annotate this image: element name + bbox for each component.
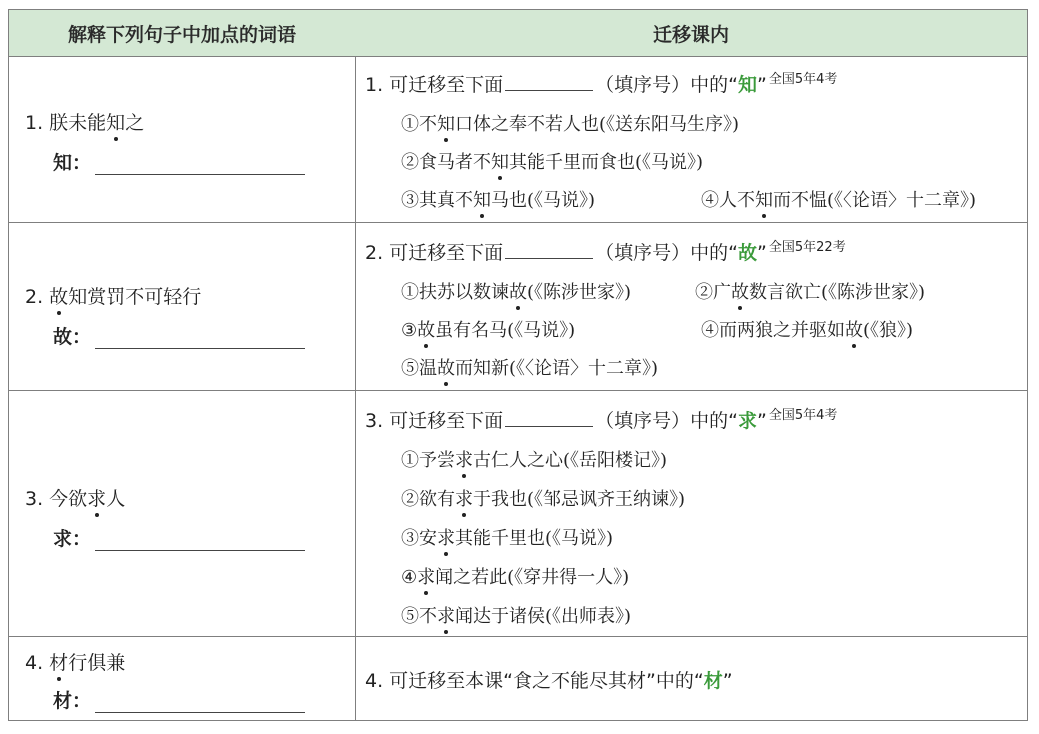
transfer-prompt-1: 1. 可迁移至下面 （填序号）中的“ 知 ” $^{全国5年4考}$ [365,72,838,96]
transfer-prompt-4: 4. 可迁移至本课“食之不能尽其材”中的“ 材 ” [365,670,733,692]
option-item: ①不知口体之奉不若人也(《送东阳马生序》) [401,110,739,136]
option-item: ④人不知而不愠(《〈论语〉十二章》) [701,186,976,212]
transfer-cell-4 [355,636,1027,720]
transfer-cell-1 [355,56,1027,222]
option-item: ①予尝求古仁人之心(《岳阳楼记》) [401,446,667,472]
transfer-cell-2 [355,222,1027,390]
answer-blank[interactable] [95,528,305,551]
fill-blank[interactable] [505,70,593,91]
header-left: 解释下列句子中加点的词语 [9,10,356,56]
question-cell-2 [9,222,355,390]
option-item: ③安求其能千里也(《马说》) [401,524,613,550]
question-text-4: 4. 材行俱兼 [25,648,125,675]
question-cell-3 [9,390,355,636]
answer-blank[interactable] [95,690,305,713]
question-text-2: 2. 故知赏罚不可轻行 [25,282,201,309]
option-item: ⑤不求闻达于诸侯(《出师表》) [401,602,631,628]
header-right: 迁移课内 [355,10,1027,56]
answer-blank[interactable] [95,152,305,175]
transfer-prompt-3: 3. 可迁移至下面 （填序号）中的“ 求 ” $^{全国5年4考}$ [365,408,838,432]
fill-blank[interactable] [505,238,593,259]
transfer-prompt-2: 2. 可迁移至下面 （填序号）中的“ 故 ” $^{全国5年22考}$ [365,240,846,264]
answer-field-4[interactable]: 材： [53,686,305,713]
option-item: ③其真不知马也(《马说》) [401,186,595,212]
answer-field-2[interactable]: 故： [53,322,305,349]
answer-blank[interactable] [95,326,305,349]
answer-field-3[interactable]: 求： [53,524,305,551]
option-item: ③故虽有名马(《马说》) [401,316,575,342]
option-item: ①扶苏以数谏故(《陈涉世家》) [401,278,631,304]
answer-field-1[interactable]: 知： [53,148,305,175]
option-item: ④而两狼之并驱如故(《狼》) [701,316,913,342]
question-cell-4 [9,636,355,720]
question-text-3: 3. 今欲求人 [25,484,125,511]
exercise-table [8,9,1028,721]
question-text-1: 1. 朕未能知之 [25,108,144,135]
transfer-cell-3 [355,390,1027,636]
question-cell-1 [9,56,355,222]
option-item: ⑤温故而知新(《〈论语〉十二章》) [401,354,658,380]
option-item: ②食马者不知其能千里而食也(《马说》) [401,148,703,174]
option-item: ②欲有求于我也(《邹忌讽齐王纳谏》) [401,485,685,511]
option-item: ②广故数言欲亡(《陈涉世家》) [695,278,925,304]
option-item: ④求闻之若此(《穿井得一人》) [401,563,629,589]
fill-blank[interactable] [505,406,593,427]
